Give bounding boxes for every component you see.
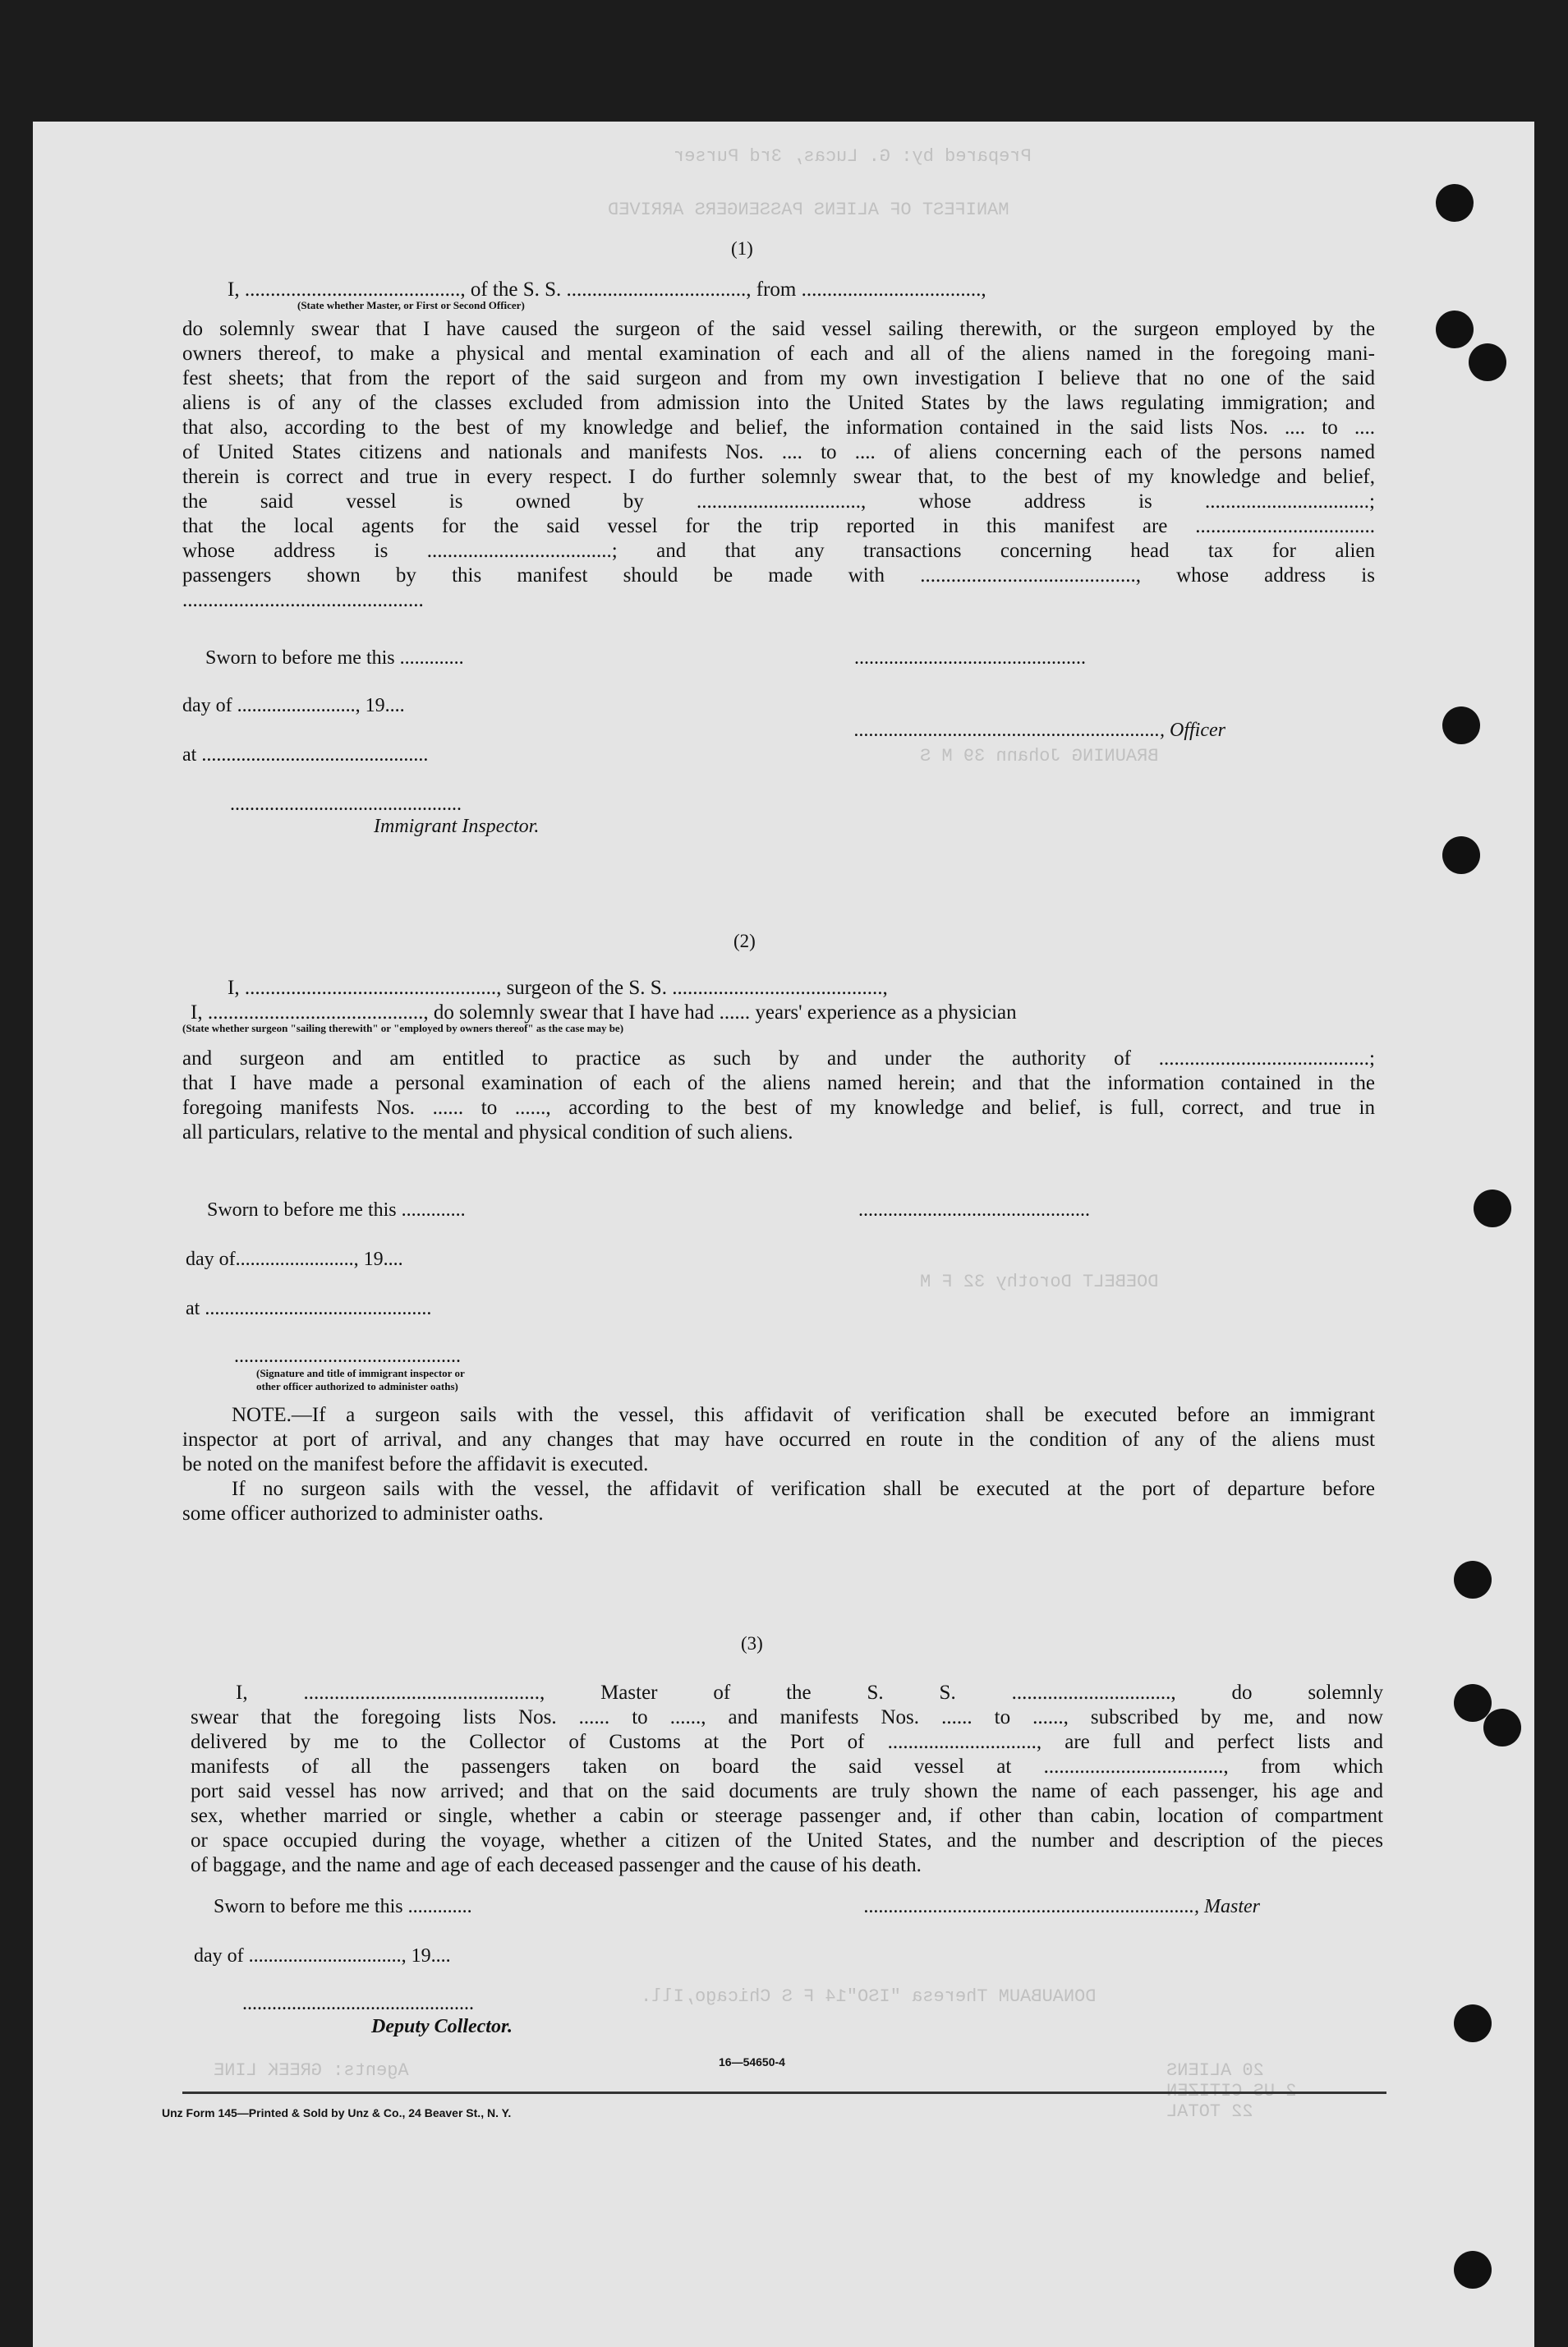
- body-line: owners thereof, to make a physical and mental examination of each and all of the aliens named in the foregoing mani-: [182, 343, 1375, 365]
- punch-hole: [1483, 1709, 1521, 1746]
- section-2-sig-caption: (Signature and title of immigrant inspector or: [256, 1367, 465, 1379]
- section-3-collector-label: Deputy Collector.: [371, 2016, 513, 2037]
- section-2-sig-line: ..............................................: [234, 1346, 461, 1367]
- body-line: port said vessel has now arrived; and that on the said documents are truly shown the name of each passenger, his age and: [191, 1780, 1383, 1802]
- form-code: 16—54650-4: [719, 2055, 785, 2069]
- body-line: the said vessel is owned by ................................, whose address is ................................;: [182, 490, 1375, 513]
- section-1-opening: I, .........................................., of the S. S. ..................................., from ...................................,: [228, 278, 986, 301]
- punch-hole: [1442, 836, 1480, 874]
- section-2-body: [182, 1047, 1375, 1121]
- section-number-3: (3): [741, 1633, 763, 1654]
- body-line: fest sheets; that from the report of the said surgeon and from my own investigation I believe that no one of the said: [182, 367, 1375, 389]
- bleed-through-total: 20 ALIENS: [1166, 2060, 1264, 2081]
- punch-hole: [1436, 311, 1474, 348]
- bleed-through-agents: Agents: GREEK LINE: [214, 2060, 409, 2081]
- section-1-sworn: Sworn to before me this .............: [205, 647, 464, 669]
- body-line-last: ...............................................: [182, 589, 424, 611]
- body-line: I, .............................................., Master of the S. S. ..............................., do solemnly: [236, 1682, 1383, 1704]
- section-2-note-block: [182, 1403, 1375, 1526]
- bleed-through-header: Prepared by: G. Lucas, 3rd Purser: [674, 146, 1032, 167]
- body-line: or space occupied during the voyage, whether a citizen of the United States, and the number and description of the pieces: [191, 1829, 1383, 1852]
- section-2-sig-caption: other officer authorized to administer oaths): [256, 1380, 458, 1392]
- note-line: inspector at port of arrival, and any changes that may have occurred en route in the condition of any of the aliens must: [182, 1429, 1375, 1451]
- bleed-through-row: BRAUNING Johann 39 M S: [920, 746, 1159, 766]
- section-3-body: [191, 1681, 1383, 1853]
- section-2-note: (State whether surgeon "sailing therewith" or "employed by owners thereof" as the case may be): [182, 1022, 624, 1034]
- punch-hole: [1454, 1561, 1492, 1599]
- section-1-oath: [182, 278, 1375, 613]
- body-line-last: of baggage, and the name and age of each deceased passenger and the cause of his death.: [191, 1854, 922, 1876]
- printer-credit: Unz Form 145—Printed & Sold by Unz & Co., 24 Beaver St., N. Y.: [162, 2106, 512, 2119]
- body-line: delivered by me to the Collector of Customs at the Port of ............................., are full and perfect lists and: [191, 1731, 1383, 1753]
- section-2-at: at ..............................................: [186, 1298, 432, 1319]
- section-1-inspector-label: Immigrant Inspector.: [374, 816, 540, 837]
- document-page: [33, 122, 1534, 2347]
- body-line: aliens is of any of the classes excluded from admission into the United States by the laws regulating immigration; and: [182, 392, 1375, 414]
- body-line-last: all particulars, relative to the mental and physical condition of such aliens.: [182, 1121, 793, 1144]
- note-line: If no surgeon sails with the vessel, the affidavit of verification shall be executed at the port of departure before: [232, 1478, 1375, 1500]
- section-2-opening-line: I, ................................................., surgeon of the S. S. .........................................,: [228, 977, 888, 999]
- body-line: do solemnly swear that I have caused the surgeon of the said vessel sailing therewith, or the surgeon employed by the: [182, 318, 1375, 340]
- punch-hole: [1474, 1190, 1511, 1227]
- body-line: that the local agents for the said vessel for the trip reported in this manifest are ...................................: [182, 515, 1375, 537]
- bleed-through-total: 22 TOTAL: [1166, 2101, 1253, 2122]
- body-line: passengers shown by this manifest should be made with .........................................., whose address is: [182, 564, 1375, 587]
- section-3-collector-line: ...............................................: [242, 1993, 474, 2014]
- punch-hole: [1442, 706, 1480, 744]
- body-line: swear that the foregoing lists Nos. ...... to ......, and manifests Nos. ...... to ......, subscribed by me, and now: [191, 1706, 1383, 1728]
- body-line: of United States citizens and nationals and manifests Nos. .... to .... of aliens concerning each of the persons named: [182, 441, 1375, 463]
- bleed-through-title: MANIFEST OF ALIENS PASSENGERS ARRIVED: [608, 200, 1009, 220]
- section-3-oath: [191, 1681, 1383, 1878]
- section-3-master-sign: ..................................................................., Master: [864, 1896, 1260, 1917]
- bleed-through-total: 2 US CITIZEN: [1166, 2081, 1297, 2101]
- section-number-1: (1): [731, 238, 753, 259]
- body-line: foregoing manifests Nos. ...... to ......, according to the best of my knowledge and belief, is full, correct, and true in: [182, 1097, 1375, 1119]
- section-3-day: day of ..............................., 19....: [194, 1945, 451, 1967]
- section-2-right-line: ...............................................: [858, 1199, 1090, 1221]
- body-line: therein is correct and true in every respect. I do further solemnly swear that, to the best of my knowledge and belief,: [182, 466, 1375, 488]
- body-line: manifests of all the passengers taken on board the said vessel at ..................................., from which: [191, 1756, 1383, 1778]
- section-1-officer-sign: .............................................................., Officer: [854, 720, 1225, 741]
- section-1-body: [182, 317, 1375, 588]
- section-number-2: (2): [733, 931, 756, 951]
- section-1-note: (State whether Master, or First or Second Officer): [297, 299, 525, 311]
- note-line: NOTE.—If a surgeon sails with the vessel, this affidavit of verification shall be executed before an immigrant: [232, 1404, 1375, 1426]
- bleed-through-row: DOEBELT Dorothy 32 F M: [920, 1272, 1159, 1292]
- note-body: [182, 1403, 1375, 1452]
- section-3-sworn: Sworn to before me this .............: [214, 1896, 472, 1917]
- punch-hole: [1454, 2251, 1492, 2289]
- section-2-day: day of........................, 19....: [186, 1249, 403, 1270]
- section-1-inspector-line: ...............................................: [230, 794, 462, 815]
- bleed-through-row: DONAUBAUM Theresa "ISO"14 F S Chicago,Ill.: [641, 1986, 1097, 2007]
- section-1-officer-line: ...............................................: [854, 647, 1086, 669]
- section-2-oath: [182, 976, 1375, 1145]
- note-body: [182, 1477, 1375, 1502]
- section-1-day: day of ........................, 19....: [182, 695, 405, 716]
- body-line: that I have made a personal examination of each of the aliens named herein; and that the information contained in the: [182, 1072, 1375, 1094]
- section-2-sworn: Sworn to before me this .............: [207, 1199, 466, 1221]
- footer-rule: [182, 2092, 1386, 2094]
- note-line-last: be noted on the manifest before the affidavit is executed.: [182, 1453, 649, 1475]
- section-2-opening: I, .........................................., do solemnly swear that I have had ...... years' experience as a physician: [191, 1001, 1017, 1024]
- body-line: sex, whether married or single, whether a cabin or steerage passenger and, if other than cabin, location of compartment: [191, 1805, 1383, 1827]
- section-1-at: at ..............................................: [182, 744, 429, 766]
- body-line: that also, according to the best of my knowledge and belief, the information contained in the said lists Nos. .... to ....: [182, 416, 1375, 439]
- punch-hole: [1436, 184, 1474, 222]
- punch-hole: [1454, 2004, 1492, 2042]
- note-line-last: some officer authorized to administer oaths.: [182, 1503, 544, 1525]
- punch-hole: [1469, 343, 1506, 381]
- body-line: and surgeon and am entitled to practice as such by and under the authority of .........................................;: [182, 1047, 1375, 1070]
- body-line: whose address is ....................................; and that any transactions concerning head tax for alien: [182, 540, 1375, 562]
